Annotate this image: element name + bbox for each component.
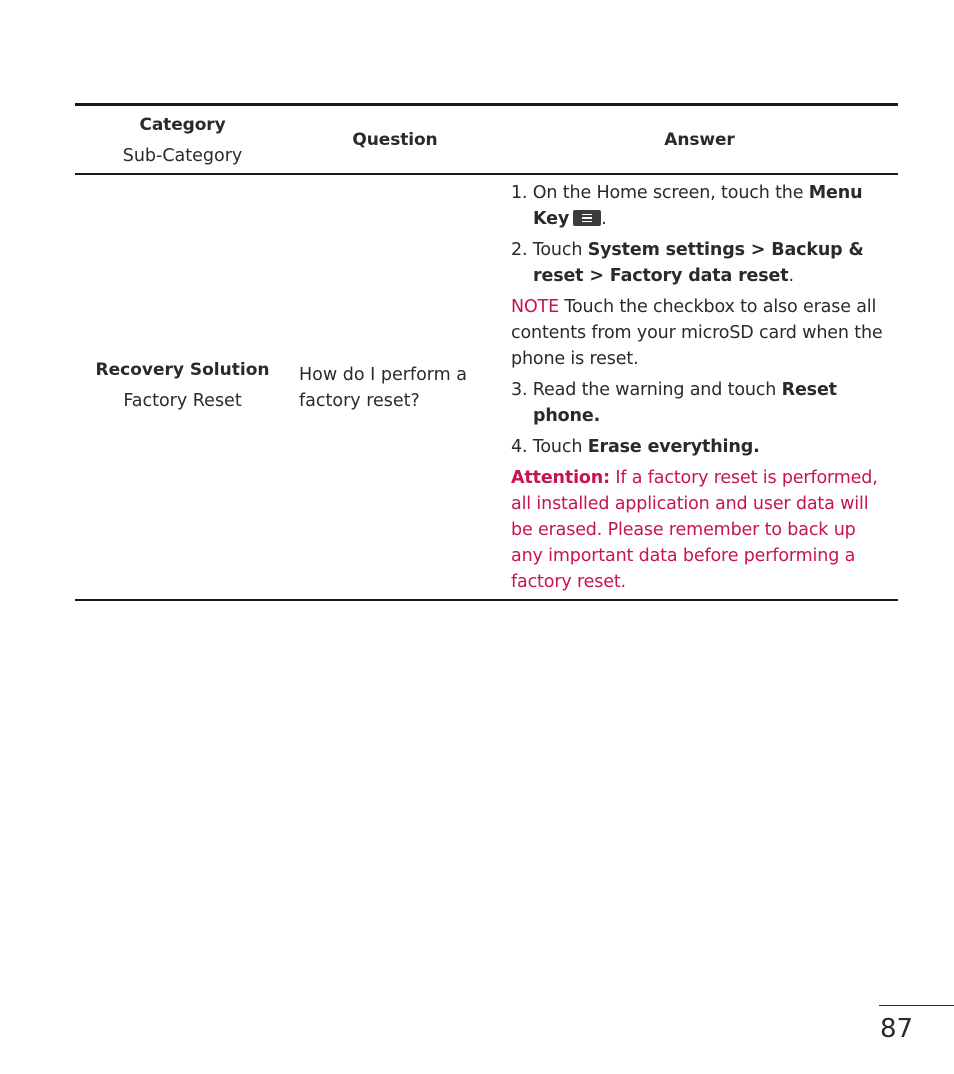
- header-answer: Answer: [664, 130, 735, 150]
- table-header-row: [75, 106, 898, 173]
- faq-table: [75, 103, 898, 601]
- answer-step-4: 4. Touch Erase everything.: [511, 436, 760, 457]
- answer-step-1: 1. On the Home screen, touch the Menu Key .: [511, 182, 863, 229]
- header-sub-category: Sub-Category: [122, 146, 243, 166]
- note-label: NOTE: [511, 296, 560, 317]
- menu-key-icon: [573, 210, 601, 226]
- header-question: Question: [352, 130, 438, 150]
- answer-step-2: 2. Touch System settings > Backup & reset > Factory data reset.: [511, 239, 864, 286]
- answer-attention: Attention: If a factory reset is performed, all installed application and user data will be erased. Please remember to back up any important data before performing a factory reset.: [511, 467, 878, 592]
- row-answer: [511, 180, 891, 600]
- header-category: Category: [139, 115, 226, 135]
- answer-step-3: 3. Read the warning and touch Reset phone.: [511, 379, 837, 426]
- row-category: Recovery Solution: [95, 359, 270, 380]
- attention-label: Attention:: [511, 467, 610, 488]
- table-row: [75, 175, 898, 599]
- page-number-rule: [879, 1005, 954, 1006]
- page-number: 87: [880, 1014, 914, 1044]
- row-question: How do I perform a factory reset?: [299, 364, 468, 411]
- row-sub-category: Factory Reset: [123, 390, 242, 411]
- answer-note: NOTE Touch the checkbox to also erase all contents from your microSD card when the phone is reset.: [511, 296, 883, 369]
